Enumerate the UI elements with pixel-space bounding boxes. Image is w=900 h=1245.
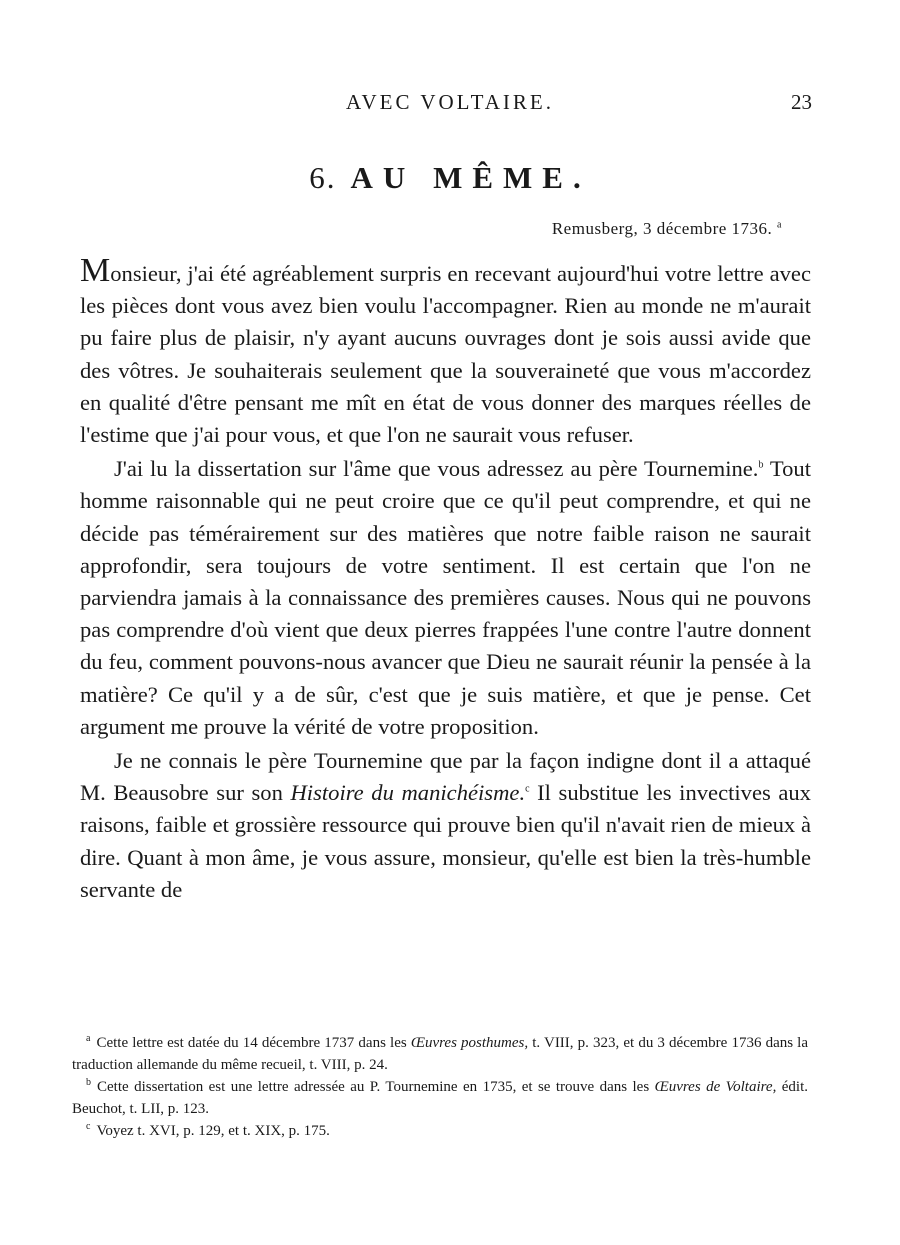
- paragraph-2-text-b: Tout homme raisonnable qui ne peut croire que ce qu'il peut comprendre, et qui ne décide pas témérairement sur des matières que notre faible raison ne saurait approfondir, sera toujours de votre sentiment. Il est certain que l'on ne parviendra jamais à la connaissance des premières causes. Nous qui ne pouvons pas comprendre d'où vient que deux pierres frappées l'une contre l'autre donnent du feu, comment pouvons-nous avancer que Dieu ne saurait réunir la pensée à la matière? Ce qu'il y a de sûr, c'est que je suis matière, et que je pense. Cet argument me prouve la vérité de votre proposition.: [80, 456, 812, 739]
- footnote-b: [72, 1076, 808, 1120]
- dateline-text: Remusberg, 3 décembre 1736.: [551, 219, 773, 238]
- running-head: [0, 90, 900, 120]
- dateline: [552, 219, 782, 239]
- letter-title: AU MÊME.: [350, 160, 591, 195]
- footnote-ref-b: b: [758, 459, 764, 471]
- footnote-c-label: c: [86, 1121, 91, 1132]
- paragraph-1: [80, 252, 811, 451]
- footnote-b-text-1: Cette dissertation est une lettre adressée au P. Tournemine en 1735, et se trouve dans les: [97, 1079, 655, 1095]
- letter-heading: [0, 160, 900, 196]
- paragraph-3: [80, 745, 811, 906]
- drop-initial: M: [80, 252, 111, 289]
- footnote-a-text-1: Cette lettre est datée du 14 décembre 1737 dans les: [96, 1035, 411, 1051]
- footnote-c: [72, 1120, 808, 1142]
- footnote-a-label: a: [86, 1033, 91, 1044]
- book-title-italic: Histoire du manichéisme.: [290, 780, 526, 806]
- footnote-a-text-2: t. VIII, p. 323, et du 3 décembre 1736 dans la traduction allemande du même recueil, t. VIII, p. 24.: [72, 1035, 808, 1073]
- footnotes: [72, 1032, 808, 1142]
- footnote-a: [72, 1032, 808, 1076]
- footnote-b-text-2: édit. Beuchot, t. LII, p. 123.: [72, 1079, 808, 1117]
- paragraph-3-text-b: Il substitue les invectives aux raisons, faible et grossière ressource qui prouve bien qu'il n'avait rien de mieux à dire. Quant à mon âme, je vous assure, monsieur, qu'elle est bien la très-humble servante de: [80, 780, 811, 902]
- paragraph-1-text: onsieur, j'ai été agréablement surpris en recevant aujourd'hui votre lettre avec les pièces dont vous avez bien voulu l'accompagner. Rien au monde ne m'aurait pu faire plus de plaisir, n'y ayant aucuns ouvrages dont je sois aussi avide que des vôtres. Je souhaiterais seulement que la souveraineté que vous m'accordez en qualité d'être pensant me mît en état de vous donner des marques réelles de l'estime que j'ai pour vous, et que l'on ne saurait vous refuser.: [80, 261, 811, 448]
- footnote-ref-a: a: [777, 219, 782, 231]
- footnote-b-label: b: [86, 1077, 91, 1088]
- paragraph-2: [80, 453, 811, 743]
- running-title: AVEC VOLTAIRE.: [346, 90, 554, 114]
- paragraph-3-text-a: Je ne connais le père Tournemine que par la façon indigne dont il a attaqué M. Beausobre sur son: [80, 748, 811, 806]
- letter-number: 6.: [309, 160, 337, 195]
- paragraph-2-text-a: J'ai lu la dissertation sur l'âme que vous adressez au père Tournemine.: [114, 456, 759, 482]
- footnote-b-italic: Œuvres de Voltaire,: [654, 1079, 777, 1095]
- footnote-a-italic: Œuvres posthumes,: [410, 1035, 529, 1051]
- page-number: 23: [791, 90, 812, 114]
- letter-body: [80, 252, 812, 906]
- footnote-c-text: Voyez t. XVI, p. 129, et t. XIX, p. 175.: [96, 1123, 330, 1139]
- footnote-ref-c: c: [525, 783, 530, 795]
